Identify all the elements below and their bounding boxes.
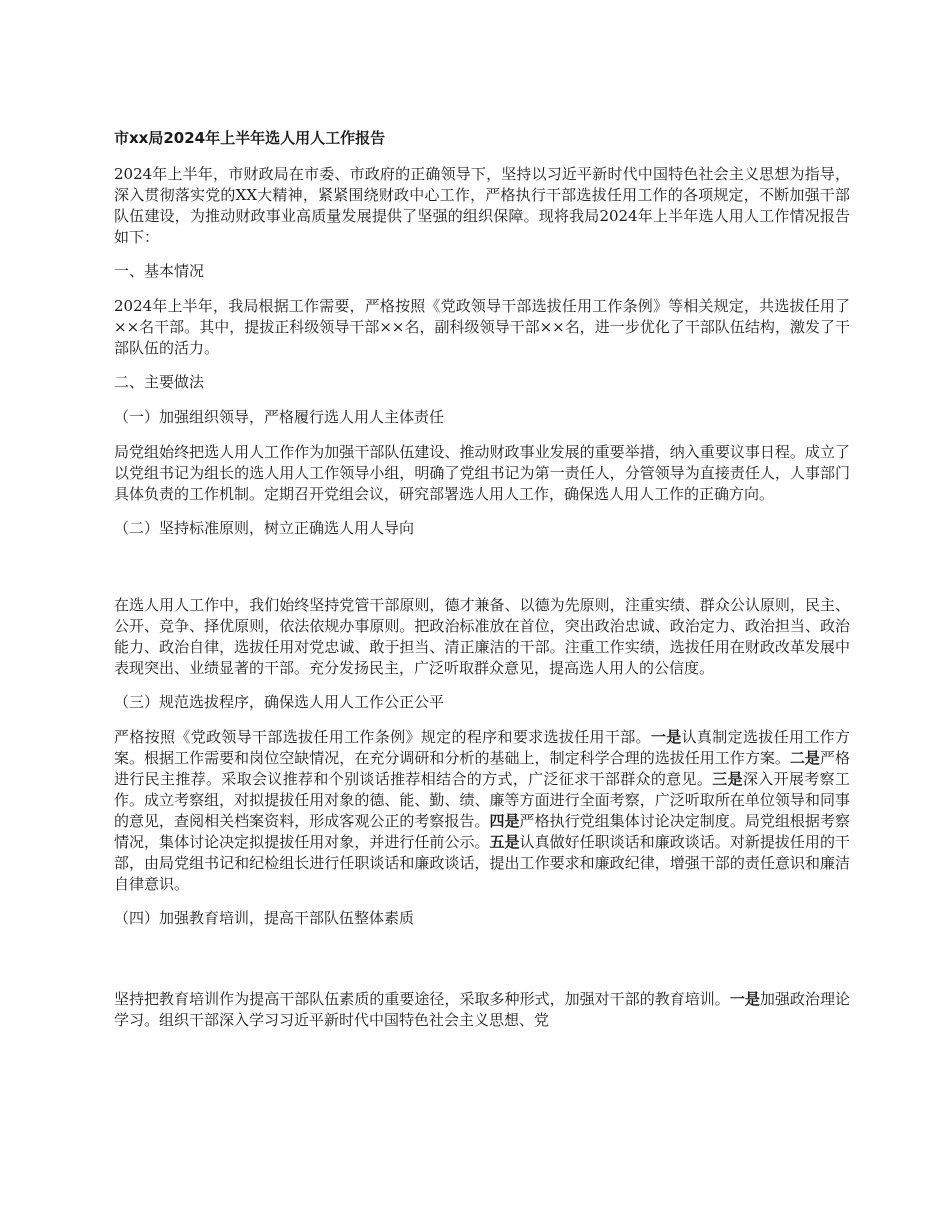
blank-gap	[114, 943, 850, 989]
subsection-heading-standards-principles: （二）坚持标准原则，树立正确选人用人导向	[114, 519, 415, 537]
procedure-text-5: 认真做好任职谈话和廉政谈话。对新提拔任用的干部，由局党组书记和纪检组长进行任职谈话和廉政谈话，提出工作要求和廉政纪律，增强干部的责任意识和廉洁自律意识。	[114, 833, 850, 893]
procedure-marker-1: 一是	[650, 728, 682, 746]
section-heading-main-practices: 二、主要做法	[114, 373, 205, 391]
document-page	[114, 128, 850, 1044]
organization-leadership-paragraph: 局党组始终把选人用人工作作为加强干部队伍建设、推动财政事业发展的重要举措，纳入重要议事日程。成立了以党组书记为组长的选人用人工作领导小组，明确了党组书记为第一责任人，分管领导为直接责任人，人事部门具体负责的工作机制。定期召开党组会议，研究部署选人用人工作，确保选人用人工作的正确方向。	[114, 443, 850, 503]
training-text-0: 坚持把教育培训作为提高干部队伍素质的重要途径，采取多种形式，加强对干部的教育培训。	[114, 990, 730, 1008]
procedure-marker-2: 二是	[789, 749, 820, 767]
procedure-marker-3: 三是	[712, 770, 743, 788]
selection-procedure-paragraph	[114, 727, 850, 895]
intro-paragraph: 2024年上半年，市财政局在市委、市政府的正确领导下，坚持以习近平新时代中国特色社会主义思想为指导，深入贯彻落实党的XX大精神，紧紧围绕财政中心工作，严格执行干部选拔任用工作的各项规定，不断加强干部队伍建设，为推动财政事业高质量发展提供了坚强的组织保障。现将我局2024年上半年选人用人工作情况报告如下：	[114, 165, 850, 246]
education-training-paragraph	[114, 989, 850, 1031]
procedure-text-3: 深入开展考察工作。成立考察组，对拟提拔任用对象的德、能、勤、绩、廉等方面进行全面考察，广泛听取所在单位领导和同事的意见，查阅相关档案资料，形成客观公正的考察报告。	[114, 770, 850, 830]
blank-gap	[114, 553, 850, 595]
procedure-marker-4: 四是	[489, 812, 520, 830]
subsection-heading-selection-procedure: （三）规范选拔程序，确保选人用人工作公正公平	[114, 693, 445, 711]
standards-principles-paragraph: 在选人用人工作中，我们始终坚持党管干部原则，德才兼备、以德为先原则，注重实绩、群众公认原则，民主、公开、竞争、择优原则，依法依规办事原则。把政治标准放在首位，突出政治忠诚、政治定力、政治担当、政治能力、政治自律，选拔任用对党忠诚、敢于担当、清正廉洁的干部。注重工作实绩，选拔任用在财政改革发展中表现突出、业绩显著的干部。充分发扬民主，广泛听取群众意见，提高选人用人的公信度。	[114, 596, 850, 677]
subsection-heading-education-training: （四）加强教育培训，提高干部队伍整体素质	[114, 909, 415, 927]
procedure-text-0: 严格按照《党政领导干部选拔任用工作条例》规定的程序和要求选拔任用干部。	[114, 728, 651, 746]
procedure-text-1: 认真制定选拔任用工作方案。根据工作需要和岗位空缺情况，在充分调研和分析的基础上，制定科学合理的选拔任用工作方案。	[114, 728, 850, 767]
section-heading-basic-situation: 一、基本情况	[114, 262, 205, 280]
basic-situation-paragraph: 2024年上半年，我局根据工作需要，严格按照《党政领导干部选拔任用工作条例》等相关规定，共选拔任用了××名干部。其中，提拔正科级领导干部××名，副科级领导干部××名，进一步优化了干部队伍结构，激发了干部队伍的活力。	[114, 297, 850, 357]
procedure-text-2: 严格进行民主推荐。采取会议推荐和个别谈话推荐相结合的方式，广泛征求干部群众的意见。	[114, 749, 850, 788]
training-marker-1: 一是	[729, 990, 760, 1008]
procedure-text-4: 严格执行党组集体讨论决定制度。局党组根据考察情况，集体讨论决定拟提拔任用对象，并进行任前公示。	[114, 812, 850, 851]
procedure-marker-5: 五是	[489, 833, 520, 851]
training-text-1: 加强政治理论学习。组织干部深入学习习近平新时代中国特色社会主义思想、党	[114, 990, 850, 1029]
document-title: 市xx局2024年上半年选人用人工作报告	[114, 129, 386, 147]
subsection-heading-organization-leadership: （一）加强组织领导，严格履行选人用人主体责任	[114, 408, 445, 426]
